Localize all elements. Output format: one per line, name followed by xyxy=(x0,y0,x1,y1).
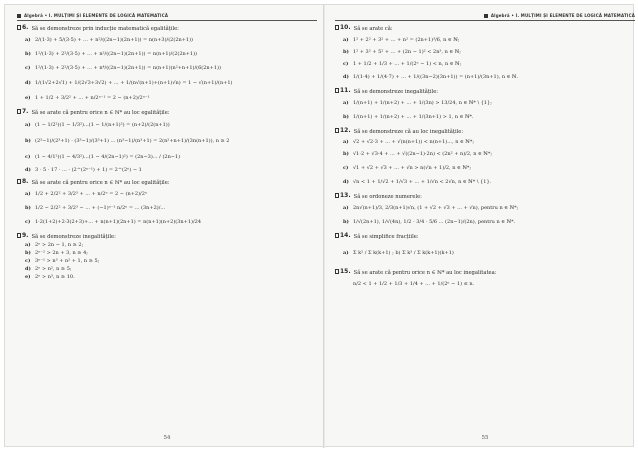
page-gutter xyxy=(323,5,325,448)
problem-number-text: 8. xyxy=(22,178,29,185)
left-page xyxy=(17,13,317,441)
problem-13-title xyxy=(335,192,635,201)
problem-item xyxy=(335,96,635,110)
problem-number-text: 13. xyxy=(340,192,351,199)
checkbox-icon xyxy=(335,128,339,133)
item-equation: 3ⁿ⁻¹ > n³ + n² + 1, n ≥ 5; xyxy=(35,258,100,264)
problem-statement: Să se demonstreze inegalitățile: xyxy=(353,89,439,95)
item-equation: 1/(1√2+2√1) + 1/(2√3+3√2) + ... + 1/(n√(n+1)+(n+1)√n) = 1 − √(n+1)/(n+1) xyxy=(35,80,233,86)
item-label: a) xyxy=(343,37,349,43)
problem-item xyxy=(17,47,317,61)
problem-statement: Să se demonstreze inegalitățile: xyxy=(31,234,116,240)
problem-item xyxy=(335,161,635,175)
problem-item xyxy=(17,265,317,273)
item-equation: (2³−1)/(2³+1) · (3³−1)/(3³+1) ... (n³−1)/(n³+1) = 2(n²+n+1)/(3n(n+1)), n ≥ 2 xyxy=(35,138,230,144)
item-equation: 1²/(1·3) + 2²/(3·5) + ... + n²/((2n−1)(2n+1)) = n(n+1)/(2(2n+1)) xyxy=(35,51,197,57)
problem-item xyxy=(335,201,635,215)
problem-item xyxy=(17,249,317,257)
problem-item xyxy=(335,70,635,84)
item-equation: 1/(1·4) + 1/(4·7) + ... + 1/((3n−2)(3n+1)) = (n+1)/(3n+1), n ∈ ℕ. xyxy=(353,74,519,80)
item-label: a) xyxy=(25,37,31,43)
problem-number xyxy=(17,24,28,31)
item-equation: 1/2 − 2/2² + 3/2³ − ... + (−1)ⁿ⁻¹ n/2ⁿ = ... (3n+2)/... xyxy=(35,205,166,211)
problem-statement: Să se simplifice fracțiile: xyxy=(353,234,419,240)
problem-9 xyxy=(17,232,317,281)
checkbox-icon xyxy=(335,233,339,238)
problem-number xyxy=(17,232,28,239)
item-equation: √n < 1 + 1/√2 + 1/√3 + ... + 1/√n < 2√n, n ∈ ℕ* \ {1}. xyxy=(353,179,492,185)
problem-number xyxy=(335,232,351,239)
item-equation: 2/(1·3) + 5/(3·5) + ... + n²/((2n−1)(2n+1)) = n(n+3)/(2(2n+1)) xyxy=(35,37,193,43)
problem-number-text: 14. xyxy=(340,232,351,239)
left-page-number: 54 xyxy=(163,435,171,441)
problem-6 xyxy=(17,24,317,105)
header-square-icon xyxy=(484,14,488,18)
problem-item xyxy=(335,241,635,265)
problem-item xyxy=(17,75,317,91)
problem-number xyxy=(17,108,28,115)
problem-item xyxy=(17,187,317,201)
problem-statement: Să se demonstreze prin inducție matematică egalitățile: xyxy=(31,26,179,32)
problem-statement: Să se arate că pentru orice n ∈ ℕ* au loc egalitățile: xyxy=(31,110,170,116)
item-label: c) xyxy=(343,60,349,67)
item-equation: n/2 < 1 + 1/2 + 1/3 + 1/4 + ... + 1/(2ⁿ − 1) ≤ n. xyxy=(353,281,475,287)
problem-item xyxy=(17,273,317,281)
item-label: b) xyxy=(343,151,349,157)
problem-11 xyxy=(335,87,635,124)
problem-item xyxy=(17,241,317,249)
item-equation: 2ⁿ > 2n − 1, n ≥ 2; xyxy=(35,242,84,248)
problem-item xyxy=(335,57,635,70)
item-equation: 3 · 5 · 17 · ... · (2^(2ⁿ⁻¹) + 1) = 2^(2ⁿ) − 1 xyxy=(35,167,142,173)
item-equation: 1/(n+1) + 1/(n+2) + ... + 1/(3n) > 13/24, n ∈ ℕ* \ {1}; xyxy=(353,100,492,106)
problem-item xyxy=(17,201,317,215)
item-label: c) xyxy=(25,219,31,225)
item-label: b) xyxy=(25,51,31,57)
problem-item xyxy=(17,257,317,265)
checkbox-icon xyxy=(335,269,339,274)
problem-number-text: 15. xyxy=(340,268,351,275)
problem-8 xyxy=(17,178,317,229)
item-label: c) xyxy=(25,258,31,264)
item-label: a) xyxy=(25,242,31,248)
item-equation: 1/√(2n+1), 1/√(4n), 1/2 · 3/4 · 5/6 ... (2n−1)/(2n), pentru n ∈ ℕ*. xyxy=(353,219,516,225)
problem-item xyxy=(335,215,635,229)
problem-item xyxy=(17,91,317,105)
problem-13 xyxy=(335,192,635,229)
right-page-number: 55 xyxy=(481,435,489,441)
item-equation: 1² + 2² + 3² + ... + n² = (2n+1)³/6, n ∈ ℕ; xyxy=(353,37,460,43)
problem-15 xyxy=(335,268,635,291)
item-label: b) xyxy=(25,205,31,211)
item-equation: √2 + √2·3 + ... + √(n(n+1)) < n(n+1)..., n ∈ ℕ*; xyxy=(353,138,475,145)
item-equation: √1 + √2 + √3 + ... + √n > n(√n + 1)/2, n ∈ ℕ*; xyxy=(353,165,472,171)
problem-item xyxy=(17,133,317,149)
item-label: a) xyxy=(343,250,349,256)
item-equation: 1 + 1/2 + 1/3 + ... + 1/(2ⁿ − 1) < n, n ∈ ℕ; xyxy=(353,60,462,67)
problem-number-text: 7. xyxy=(22,108,29,115)
problem-number xyxy=(335,192,351,199)
problem-6-title xyxy=(17,24,317,33)
problem-number xyxy=(335,87,351,94)
problem-item xyxy=(335,110,635,124)
checkbox-icon xyxy=(335,88,339,93)
problem-item xyxy=(335,33,635,47)
checkbox-icon xyxy=(335,193,339,198)
problem-item xyxy=(17,33,317,47)
checkbox-icon xyxy=(17,179,21,184)
problem-11-title xyxy=(335,87,635,96)
problem-number xyxy=(335,268,351,275)
item-label: a) xyxy=(343,138,349,145)
item-equation: 2ⁿ > n², n ≥ 5; xyxy=(35,266,72,272)
problem-number xyxy=(335,127,351,134)
item-equation: 2ⁿ > n³, n ≥ 10. xyxy=(35,274,75,280)
problem-8-title xyxy=(17,178,317,187)
problem-number-text: 6. xyxy=(22,24,29,31)
problem-item xyxy=(17,149,317,165)
item-label: b) xyxy=(343,219,349,225)
header-square-icon xyxy=(17,14,21,18)
checkbox-icon xyxy=(17,233,21,238)
checkbox-icon xyxy=(17,25,21,30)
left-running-header xyxy=(17,13,317,21)
problem-number-text: 10. xyxy=(340,24,351,31)
problem-7-title xyxy=(17,108,317,117)
item-label: a) xyxy=(25,191,31,197)
item-label: d) xyxy=(25,80,31,86)
right-header-text: Algebră • I. MULȚIMI ȘI ELEMENTE DE LOGICĂ MATEMATICĂ xyxy=(490,13,635,18)
item-equation: 1/(n+1) + 1/(n+2) + ... + 1/(3n+1) > 1, n ∈ ℕ*. xyxy=(353,114,474,120)
problem-number xyxy=(335,24,351,31)
item-label: c) xyxy=(343,165,349,171)
item-label: d) xyxy=(25,266,31,272)
checkbox-icon xyxy=(335,25,339,30)
item-equation: (1 − 1/2²)(1 − 1/3²)...(1 − 1/(n+1)²) = (n+2)/(2(n+1)) xyxy=(35,122,170,128)
item-label: d) xyxy=(343,179,349,185)
problem-10 xyxy=(335,24,635,84)
item-equation: (1 − 4/1²)(1 − 4/3²)...(1 − 4/(2n−1)²) = (2n−3)... / (2n−1) xyxy=(35,154,181,160)
item-label: c) xyxy=(25,65,31,71)
problem-item xyxy=(335,175,635,189)
problem-item xyxy=(17,165,317,175)
item-label: a) xyxy=(343,205,349,211)
problem-15-title xyxy=(335,268,635,277)
item-equation: 2n√(n+1)/3, 2/3(n+1)√n, (1 + √2 + √3 + ... + √n), pentru n ∈ ℕ*; xyxy=(353,205,519,211)
problem-statement: Să se arate că pentru orice n ∈ ℕ* au loc inegalitatea: xyxy=(353,270,497,276)
problem-14-title xyxy=(335,232,635,241)
book-spread xyxy=(4,4,634,447)
item-label: b) xyxy=(25,250,31,256)
problem-number xyxy=(17,178,28,185)
problem-item xyxy=(335,136,635,147)
problem-item xyxy=(17,215,317,229)
problem-item xyxy=(17,117,317,133)
left-header-text: Algebră • I. MULȚIMI ȘI ELEMENTE DE LOGICĂ MATEMATICĂ xyxy=(24,13,169,18)
item-label: d) xyxy=(343,74,349,80)
checkbox-icon xyxy=(17,109,21,114)
problem-12 xyxy=(335,127,635,189)
item-label: e) xyxy=(25,95,31,101)
item-equation: 1²/(1·3) + 2²/(3·5) + ... + n⁴/((2n−1)(2n+1)) = n(n+1)(n²+n+1)/(6(2n+1)) xyxy=(35,65,221,71)
problem-10-title xyxy=(335,24,635,33)
problem-12-title xyxy=(335,127,635,136)
problem-item xyxy=(335,147,635,161)
problem-9-title xyxy=(17,232,317,241)
problem-number-text: 12. xyxy=(340,127,351,134)
item-label: b) xyxy=(25,138,31,144)
problem-statement: Să se arate că: xyxy=(353,26,393,32)
item-equation: 1/2 + 2/2² + 3/2³ + ... + n/2ⁿ = 2 − (n+2)/2ⁿ xyxy=(35,191,148,197)
problem-number-text: 9. xyxy=(22,232,29,239)
item-equation: 1·2(1+2)+2·3(2+3)+... + n(n+1)(2n+1) = n(n+1)(n+2)(3n+1)/24 xyxy=(35,219,202,225)
item-label: d) xyxy=(25,167,31,173)
item-label: b) xyxy=(343,114,349,120)
problem-statement: Să se arate că pentru orice n ∈ ℕ* au loc egalitățile: xyxy=(31,180,170,186)
problem-statement: Să se demonstreze că au loc inegalitățile: xyxy=(353,129,464,135)
item-equation: 2ⁿ⁻² > 2n + 3, n ≥ 4; xyxy=(35,250,88,256)
item-label: b) xyxy=(343,49,349,55)
item-label: c) xyxy=(25,154,31,160)
item-equation: 1 + 1/2 + 3/2² + ... + n/2ⁿ⁻¹ = 2 − (n+2)/2ⁿ⁻¹ xyxy=(35,95,150,101)
item-label: a) xyxy=(343,100,349,106)
right-page xyxy=(335,13,635,441)
problem-number-text: 11. xyxy=(340,87,351,94)
item-label: e) xyxy=(25,274,31,280)
problem-item xyxy=(335,47,635,57)
problem-statement: Să se ordoneze numerele: xyxy=(353,194,422,200)
problem-item xyxy=(335,277,635,291)
item-label: a) xyxy=(25,122,31,128)
right-running-header xyxy=(335,13,635,21)
problem-14 xyxy=(335,232,635,265)
item-equation: 1² + 3² + 5² + ... + (2n − 1)² < 2n³, n ∈ ℕ; xyxy=(353,49,461,55)
problem-7 xyxy=(17,108,317,175)
item-equation: √1·2 + √3·4 + ... + √((2n−1)·2n) < (2n² + n)/2, n ∈ ℕ*; xyxy=(353,151,493,157)
item-equation: Σ k² / Σ k(k+1) ; b) Σ k³ / Σ k(k+1)(k+1) xyxy=(353,250,454,256)
problem-item xyxy=(17,61,317,75)
